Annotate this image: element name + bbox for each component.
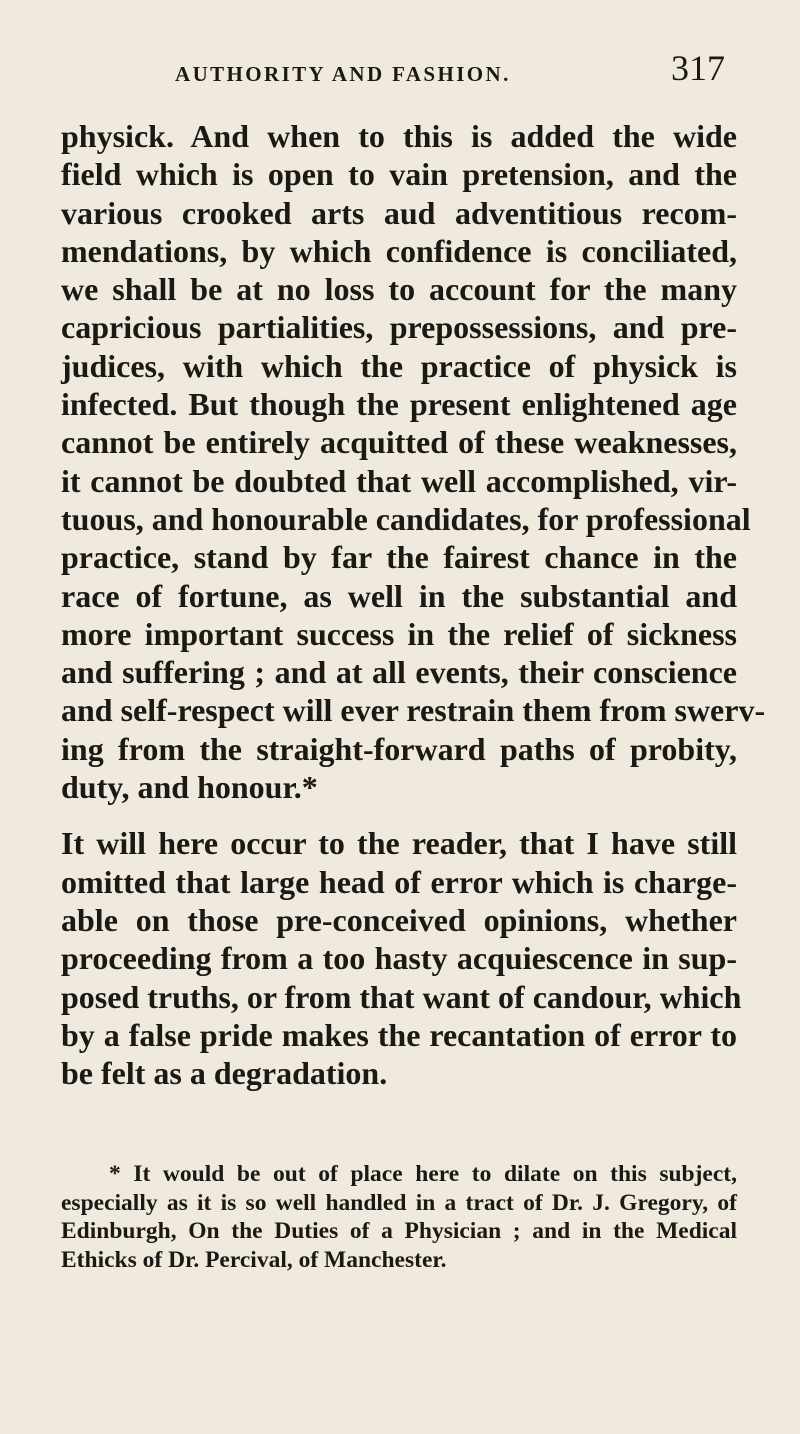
page-number: 317	[671, 48, 725, 88]
text-line: It will here occur to the reader, that I have still	[61, 825, 737, 862]
text-line: race of fortune, as well in the substantial and	[61, 577, 737, 614]
text-line: duty, and honour.*	[61, 769, 318, 806]
footnote-line: Edinburgh, On the Duties of a Physician ; and in the Medical	[61, 1218, 737, 1244]
footnote-line: especially as it is so well handled in a tract of Dr. J. Gregory, of	[61, 1189, 737, 1216]
text-line: be felt as a degradation.	[61, 1055, 388, 1092]
text-line: infected. But though the present enlightened age	[61, 386, 737, 423]
text-line: physick. And when to this is added the wide	[61, 118, 737, 154]
paragraph-2	[61, 824, 742, 1092]
text-line: and self-respect will ever restrain them from swerv-	[61, 692, 766, 729]
running-title: AUTHORITY AND FASHION.	[175, 62, 511, 86]
text-line: proceeding from a too hasty acquiescence in sup-	[61, 940, 737, 977]
footnote	[61, 1160, 737, 1274]
text-line: mendations, by which confidence is conciliated,	[61, 232, 737, 269]
text-line: practice, stand by far the fairest chance in the	[61, 539, 737, 576]
text-line: various crooked arts aud adventitious recom-	[61, 194, 737, 231]
text-line: it cannot be doubted that well accomplished, vir-	[61, 462, 737, 499]
text-line: capricious partialities, prepossessions, and pre-	[61, 309, 737, 346]
text-line: by a false pride makes the recantation of error to	[61, 1016, 737, 1053]
text-line: omitted that large head of error which is charge-	[61, 863, 737, 900]
text-line: we shall be at no loss to account for the many	[61, 271, 737, 308]
paragraph-1	[61, 117, 766, 806]
main-text	[61, 117, 766, 1092]
footnote-line: Ethicks of Dr. Percival, of Manchester.	[61, 1246, 447, 1273]
text-line: posed truths, or from that want of candour, which	[61, 978, 742, 1015]
text-line: more important success in the relief of sickness	[61, 615, 737, 652]
text-line: ing from the straight-forward paths of probity,	[61, 730, 737, 767]
text-line: tuous, and honourable candidates, for professional	[61, 500, 751, 537]
footnote-line: * It would be out of place here to dilate on this subject,	[109, 1161, 737, 1187]
text-line: able on those pre-conceived opinions, whether	[61, 901, 737, 938]
page-header	[175, 50, 725, 90]
text-line: field which is open to vain pretension, and the	[61, 156, 737, 193]
text-line: and suffering ; and at all events, their conscience	[61, 654, 737, 691]
text-line: judices, with which the practice of physick is	[61, 347, 737, 384]
text-line: cannot be entirely acquitted of these weaknesses,	[61, 424, 737, 461]
